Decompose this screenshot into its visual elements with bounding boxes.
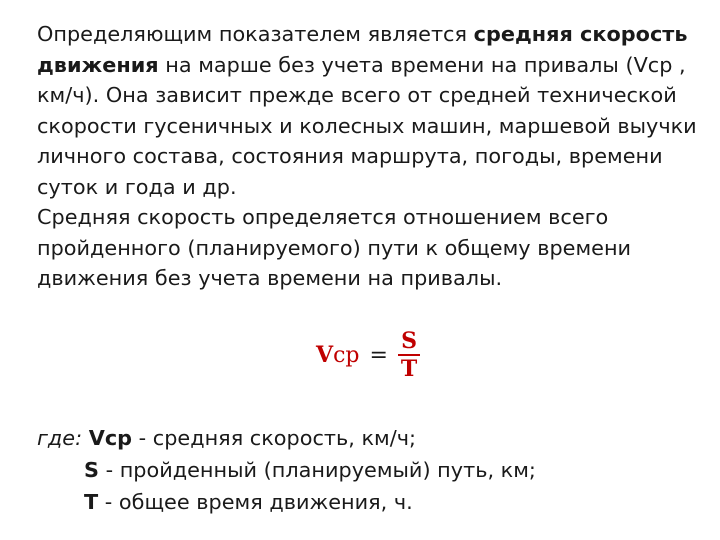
legend-description: - пройденный (планируемый) путь, км; — [98, 458, 536, 482]
paragraph-intro: Определяющим показателем является — [37, 22, 474, 46]
formula-lhs — [316, 342, 359, 368]
legend-row-t — [37, 486, 697, 518]
formula-denominator: T — [400, 356, 418, 382]
legend-symbol: Vср — [88, 426, 133, 450]
formula-numerator: S — [401, 328, 418, 354]
legend-symbol: S — [84, 458, 99, 482]
legend-description: - общее время движения, ч. — [98, 490, 413, 514]
legend-row-s — [37, 454, 697, 486]
legend-description: - средняя скорость, км/ч; — [132, 426, 417, 450]
legend — [37, 422, 697, 518]
formula-lhs-subscript: ср — [333, 343, 360, 368]
legend-prefix: где: — [37, 426, 83, 450]
paragraph-main — [37, 19, 697, 202]
body-text — [37, 19, 697, 294]
key-term: средняя скорость движения — [37, 22, 688, 77]
speed-formula — [316, 323, 420, 387]
formula-lhs-symbol: V — [316, 342, 334, 368]
paragraph-rest: на марше без учета времени на привалы (Vср , км/ч). Она зависит прежде всего от средней технической скорости гусеничных и колесных машин, маршевой выучки личного состава, состояния маршрута, погоды, времени суток и года и др. — [37, 52, 697, 199]
formula-equals: = — [369, 342, 388, 368]
legend-symbol: T — [84, 490, 99, 514]
legend-row-vcp — [37, 422, 697, 454]
paragraph-definition: Средняя скорость определяется отношением всего пройденного (планируемого) пути к общему времени движения без учета времени на привалы. — [37, 205, 632, 290]
formula-fraction — [398, 328, 420, 382]
